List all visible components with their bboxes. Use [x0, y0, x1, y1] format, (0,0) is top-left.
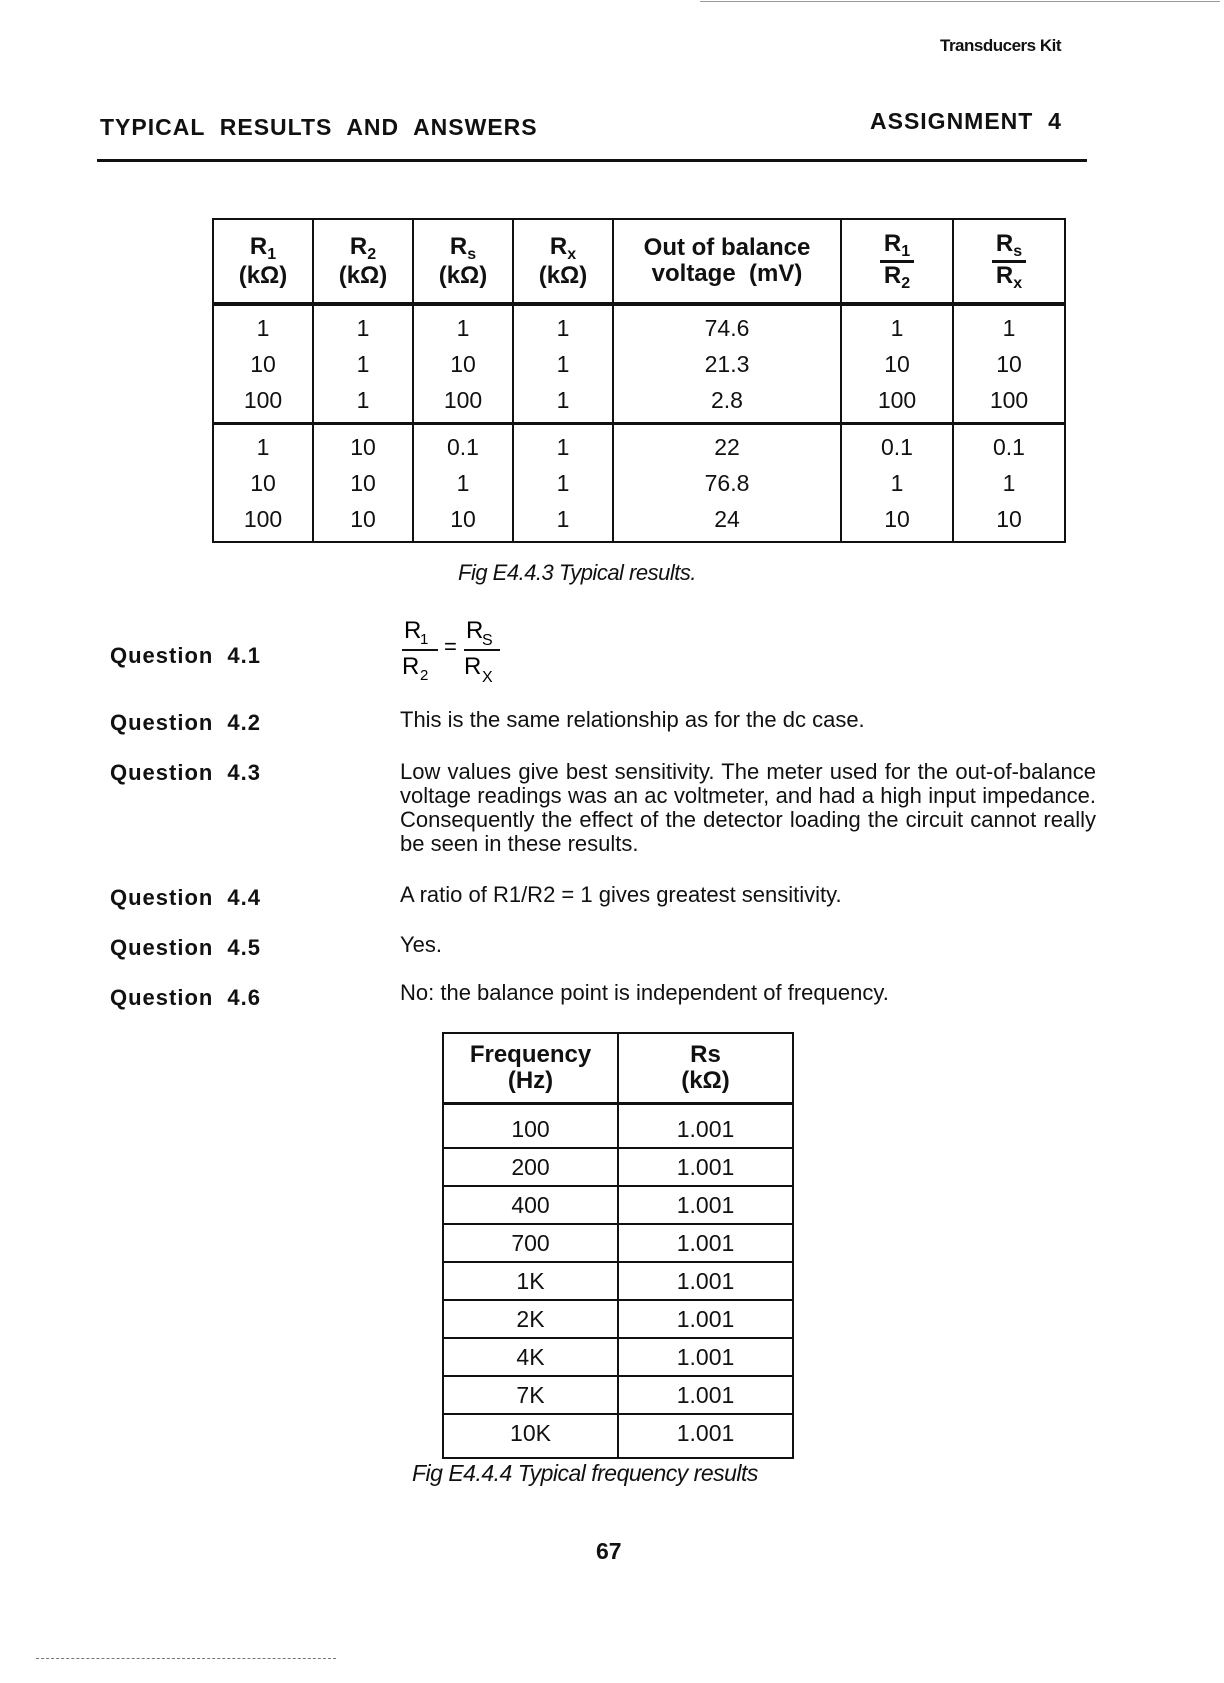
cell-rs: 1.001 — [618, 1300, 793, 1338]
cell-rs-rx: 0.1 1 10 — [953, 424, 1065, 543]
header-rs: Rs (kΩ) — [618, 1033, 793, 1104]
table-row — [443, 1186, 793, 1224]
table-row — [443, 1148, 793, 1186]
cell-frequency: 7K — [443, 1376, 618, 1414]
eq-r1-sub: 1 — [420, 631, 429, 648]
answer-4-3: Low values give best sensitivity. The meter used for the out-of-balance voltage readings was an ac voltmeter, and had a high input impedance. Consequently the effect of the detector loading the circuit cannot really be seen in these results. — [400, 759, 1096, 856]
cell-out-of-balance: 22 76.8 24 — [613, 424, 841, 543]
frequency-results-table — [442, 1032, 794, 1459]
header-frequency: Frequency (Hz) — [443, 1033, 618, 1104]
top-edge-line — [700, 1, 1220, 2]
cell-frequency: 4K — [443, 1338, 618, 1376]
cell-rx: 1 1 1 — [513, 424, 613, 543]
header-ratio-r1-r2: $\frac{R_1}{R_2}$ — [841, 219, 953, 304]
cell-rs: 0.1 1 10 — [413, 424, 513, 543]
cell-rs-rx: 1 10 100 — [953, 304, 1065, 424]
cell-rs: 1.001 — [618, 1148, 793, 1186]
table-row — [443, 1224, 793, 1262]
assignment-label: ASSIGNMENT 4 — [870, 108, 1062, 134]
table-row — [443, 1414, 793, 1458]
eq-r1: R — [404, 617, 422, 644]
answer-4-4: A ratio of R1/R2 = 1 gives greatest sensitivity. — [400, 882, 842, 907]
eq-rx-sub: X — [482, 669, 493, 682]
cell-r2: 1 1 1 — [313, 304, 413, 424]
cell-rs: 1.001 — [618, 1414, 793, 1458]
cell-r1-r2: 1 10 100 — [841, 304, 953, 424]
cell-r1: 1 10 100 — [213, 304, 313, 424]
answer-4-2: This is the same relationship as for the dc case. — [400, 707, 865, 732]
eq-r2: R — [402, 653, 420, 680]
cell-r1-r2: 0.1 1 10 — [841, 424, 953, 543]
figure-caption-frequency-results: Fig E4.4.4 Typical frequency results — [412, 1460, 758, 1486]
question-4-6-label: Question 4.6 — [110, 985, 261, 1010]
table-row — [443, 1104, 793, 1149]
cell-rs: 1.001 — [618, 1262, 793, 1300]
cell-frequency: 200 — [443, 1148, 618, 1186]
header-rx: $R_x$ (kΩ) — [513, 219, 613, 304]
table-header-row — [443, 1033, 793, 1104]
cell-r1: 1 10 100 — [213, 424, 313, 543]
cell-rs: 1.001 — [618, 1376, 793, 1414]
figure-caption-typical-results: Fig E4.4.3 Typical results. — [458, 560, 696, 585]
cell-rs: 1.001 — [618, 1224, 793, 1262]
eq-equals: = — [444, 634, 457, 659]
header-r1: $R_1$ (kΩ) — [213, 219, 313, 304]
eq-rs: R — [466, 617, 484, 644]
question-4-4-label: Question 4.4 — [110, 885, 261, 910]
scan-artifact-line — [36, 1658, 336, 1659]
page-number: 67 — [596, 1538, 622, 1564]
table-row — [443, 1300, 793, 1338]
answer-4-6: No: the balance point is independent of frequency. — [400, 980, 889, 1005]
answer-4-5: Yes. — [400, 932, 443, 957]
table-row — [443, 1262, 793, 1300]
question-4-1-label: Question 4.1 — [110, 643, 261, 668]
cell-frequency: 700 — [443, 1224, 618, 1262]
kit-title: Transducers Kit — [940, 36, 1061, 55]
eq-r2-sub: 2 — [420, 667, 429, 682]
cell-frequency: 100 — [443, 1104, 618, 1149]
table-row-group-1 — [213, 304, 1065, 424]
cell-rs: 1.001 — [618, 1338, 793, 1376]
question-4-5-label: Question 4.5 — [110, 935, 261, 960]
balance-equation — [400, 612, 510, 682]
cell-rx: 1 1 1 — [513, 304, 613, 424]
header-out-of-balance: Out of balance voltage (mV) — [613, 219, 841, 304]
typical-results-table — [212, 218, 1066, 543]
cell-r2: 10 10 10 — [313, 424, 413, 543]
cell-frequency: 10K — [443, 1414, 618, 1458]
table-row-group-2 — [213, 424, 1065, 543]
section-title: TYPICAL RESULTS AND ANSWERS — [100, 114, 538, 140]
cell-rs: 1.001 — [618, 1104, 793, 1149]
cell-frequency: 2K — [443, 1300, 618, 1338]
table-row — [443, 1338, 793, 1376]
cell-frequency: 400 — [443, 1186, 618, 1224]
eq-rs-sub: S — [482, 632, 493, 649]
cell-out-of-balance: 74.6 21.3 2.8 — [613, 304, 841, 424]
cell-frequency: 1K — [443, 1262, 618, 1300]
question-4-3-label: Question 4.3 — [110, 760, 261, 785]
cell-rs: 1.001 — [618, 1186, 793, 1224]
header-rs: $R_s$ (kΩ) — [413, 219, 513, 304]
table-row — [443, 1376, 793, 1414]
question-4-2-label: Question 4.2 — [110, 710, 261, 735]
table-header-row — [213, 219, 1065, 304]
header-r2: $R_2$ (kΩ) — [313, 219, 413, 304]
cell-rs: 1 10 100 — [413, 304, 513, 424]
header-rule — [97, 159, 1087, 162]
eq-rx: R — [464, 653, 482, 680]
header-ratio-rs-rx: $\frac{R_s}{R_x}$ — [953, 219, 1065, 304]
